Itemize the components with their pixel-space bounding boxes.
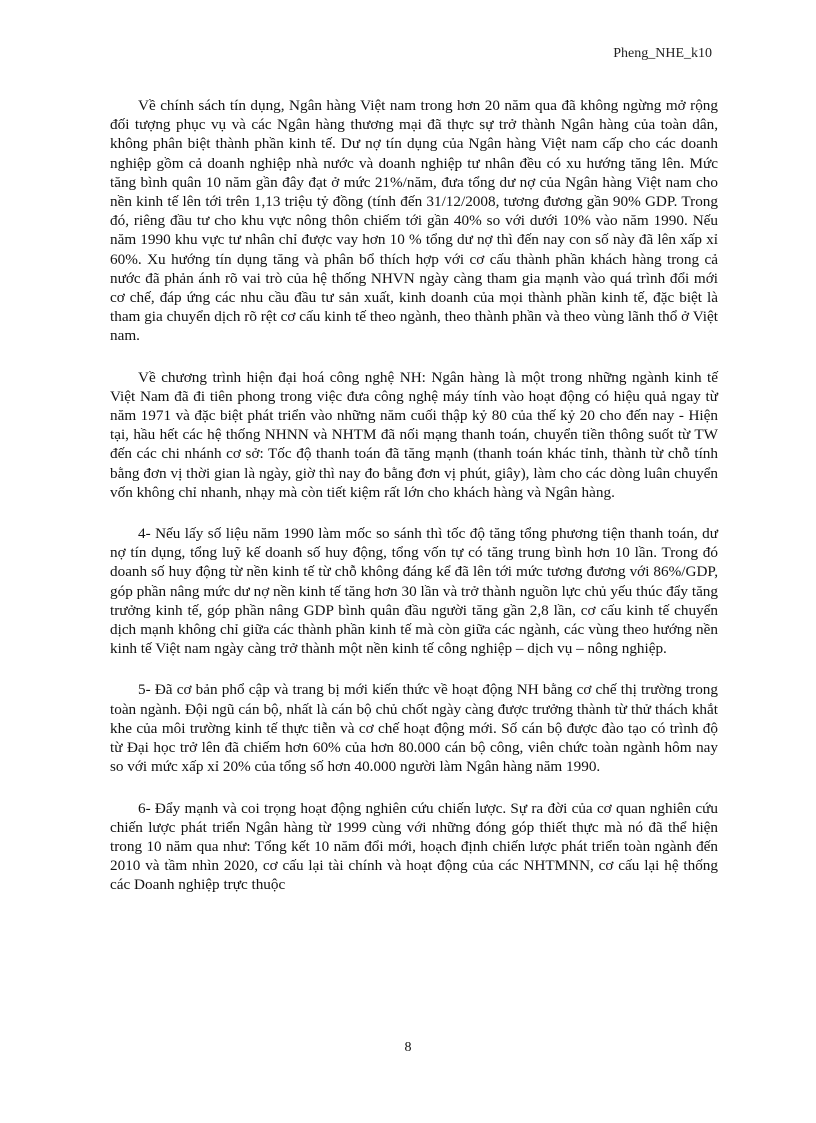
page-number: 8	[404, 1040, 412, 1055]
paragraph-item-6: 6- Đẩy mạnh và coi trọng hoạt động nghiên cứu chiến lược. Sự ra đời của cơ quan nghiên cứu chiến lược phát triển Ngân hàng từ 1999 cùng với những đóng góp thiết thực mà nó đã thể hiện trong 10 năm qua như: Tổng kết 10 năm đổi mới, hoạch định chiến lược phát triển toàn ngành đến 2010 và tầm nhìn 2020, cơ cấu lại tài chính và hoạt động của các NHTMNN, cơ cấu lại hệ thống các Doanh nghiệp trực thuộc	[110, 799, 718, 894]
paragraph-technology-modernization: Về chương trình hiện đại hoá công nghệ NH: Ngân hàng là một trong những ngành kinh tế Việt Nam đã đi tiên phong trong việc đưa công nghệ máy tính vào hoạt động có hiệu quả ngay từ năm 1971 và đặc biệt phát triển vào những năm cuối thập kỷ 80 của thế kỷ 20 cho đến nay - Hiện tại, hầu hết các hệ thống NHNN và NHTM đã nối mạng thanh toán, chuyển tiền thông suốt từ TW đến các chi nhánh cơ sở: Tốc độ thanh toán đã tăng mạnh (thanh toán khác tỉnh, thành từ chỗ tính bằng đơn vị thời gian là ngày, giờ thì nay đo bằng đơn vị phút, giây), làm cho các dòng luân chuyển vốn không chỉ nhanh, nhạy mà còn tiết kiệm rất lớn cho khách hàng và Ngân hàng.	[110, 368, 718, 501]
paragraph-item-4: 4- Nếu lấy số liệu năm 1990 làm mốc so sánh thì tốc độ tăng tổng phương tiện thanh toán, dư nợ tín dụng, tổng luỹ kế doanh số huy động, tổng vốn tự có tăng trung bình hơn 10 lần. Trong đó doanh số huy động từ nền kinh tế từ chỗ không đáng kể đã lên tới mức tương đương với 86%/GDP, góp phần nâng mức dư nợ nền kinh tế tăng hơn 30 lần và trở thành nguồn lực chủ yếu thúc đẩy tăng trưởng kinh tế, góp phần nâng GDP bình quân đầu người tăng gần 2,8 lần, cơ cấu kinh tế chuyển dịch mạnh không chỉ giữa các thành phần kinh tế mà còn giữa các ngành, các vùng theo hướng nền kinh tế Việt nam ngày càng trở thành một nền kinh tế công nghiệp – dịch vụ – nông nghiệp.	[110, 525, 718, 658]
paragraph-item-5: 5- Đã cơ bản phổ cập và trang bị mới kiến thức về hoạt động NH bằng cơ chế thị trường trong toàn ngành. Đội ngũ cán bộ, nhất là cán bộ chủ chốt ngày càng được trưởng thành từ thử thách khắt khe của môi trường kinh tế thực tiễn và cơ chế hoạt động mới. Số cán bộ được đào tạo có trình độ từ Đại học trở lên đã chiếm hơn 60% của hơn 80.000 cán bộ công, viên chức toàn ngành hôm nay so với mức xấp xỉ 20% của tổng số hơn 40.000 người làm Ngân hàng năm 1990.	[110, 681, 718, 776]
header-author-tag: Pheng_NHE_k10	[613, 46, 712, 61]
body-text	[110, 96, 718, 917]
paragraph-credit-policy: Về chính sách tín dụng, Ngân hàng Việt nam trong hơn 20 năm qua đã không ngừng mở rộng đối tượng phục vụ và các Ngân hàng thương mại đã thực sự trở thành Ngân hàng của toàn dân, không phân biệt thành phần kinh tế. Dư nợ tín dụng của Ngân hàng Việt nam cấp cho các doanh nghiệp gồm cả doanh nghiệp nhà nước và doanh nghiệp tư nhân đều có xu hướng tăng lên. Mức tăng bình quân 10 năm gần đây đạt ở mức 21%/năm, đưa tổng dư nợ của Ngân hàng Việt nam cho nền kinh tế lên tới trên 1,13 triệu tỷ đồng (tính đến 31/12/2008, tương đương gần 90% GDP. Trong đó, riêng đầu tư cho khu vực nông thôn chiếm tới gần 40% so với dưới 10% vào năm 1990. Nếu năm 1990 khu vực tư nhân chỉ được vay hơn 10 % tổng dư nợ thì đến nay con số này đã lên xấp xỉ 60%. Xu hướng tín dụng tăng và phân bổ thích hợp với cơ cấu thành phần khách hàng trong cả nước đã phản ánh rõ vai trò của hệ thống NHVN ngày càng tham gia mạnh vào quá trình đổi mới cơ chế, đáp ứng các nhu cầu đầu tư sản xuất, kinh doanh của mọi thành phần kinh tế, đặc biệt là tham gia chuyển dịch rõ rệt cơ cấu kinh tế theo ngành, theo thành phần và theo vùng lãnh thổ ở Việt nam.	[110, 97, 718, 345]
